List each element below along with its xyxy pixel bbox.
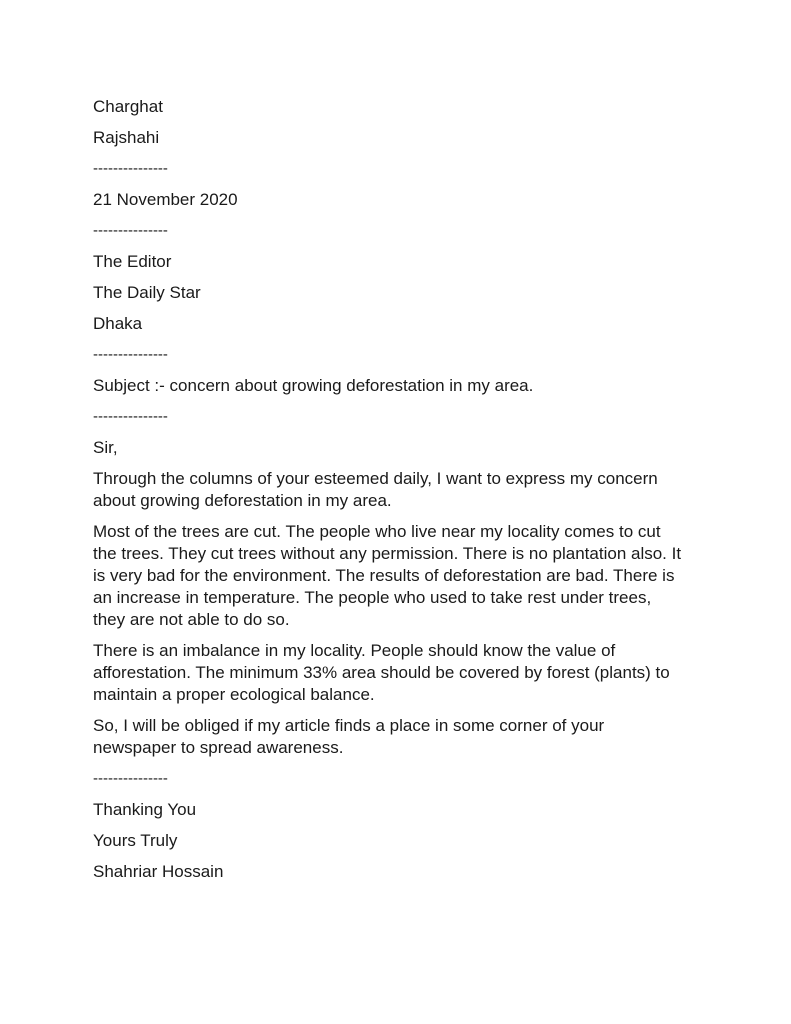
paragraph-line: Through the columns of your esteemed daily, I want to express my concern <box>93 469 658 488</box>
salutation: Sir, <box>93 438 118 457</box>
letter-subject: Subject :- concern about growing deforestation in my area. <box>93 376 534 395</box>
sender-city: Charghat <box>93 97 163 116</box>
divider-3: --------------- <box>93 346 168 363</box>
recipient-city: Dhaka <box>93 314 143 333</box>
recipient-newspaper: The Daily Star <box>93 283 201 302</box>
body-paragraph-3 <box>93 640 693 706</box>
paragraph-line: they are not able to do so. <box>93 610 290 629</box>
body-paragraph-1 <box>93 468 693 512</box>
signature-name: Shahriar Hossain <box>93 862 224 881</box>
paragraph-line: afforestation. The minimum 33% area should be covered by forest (plants) to <box>93 663 670 682</box>
divider-1: --------------- <box>93 160 168 177</box>
paragraph-line: maintain a proper ecological balance. <box>93 685 375 704</box>
paragraph-line: an increase in temperature. The people who used to take rest under trees, <box>93 588 652 607</box>
divider-4: --------------- <box>93 408 168 425</box>
closing-thanks: Thanking You <box>93 800 197 819</box>
recipient-title: The Editor <box>93 252 172 271</box>
closing-valediction: Yours Truly <box>93 831 178 850</box>
paragraph-line: is very bad for the environment. The results of deforestation are bad. There is <box>93 566 675 585</box>
body-paragraph-4 <box>93 715 693 759</box>
paragraph-line: Most of the trees are cut. The people who live near my locality comes to cut <box>93 522 661 541</box>
divider-5: --------------- <box>93 770 168 787</box>
paragraph-line: the trees. They cut trees without any permission. There is no plantation also. It <box>93 544 682 563</box>
paragraph-line: So, I will be obliged if my article finds a place in some corner of your <box>93 716 605 735</box>
divider-2: --------------- <box>93 222 168 239</box>
paragraph-line: There is an imbalance in my locality. People should know the value of <box>93 641 616 660</box>
paragraph-line: about growing deforestation in my area. <box>93 491 392 510</box>
letter-page <box>93 96 693 883</box>
body-paragraph-2 <box>93 521 693 631</box>
sender-district: Rajshahi <box>93 128 160 147</box>
paragraph-line: newspaper to spread awareness. <box>93 738 344 757</box>
letter-date: 21 November 2020 <box>93 190 238 209</box>
